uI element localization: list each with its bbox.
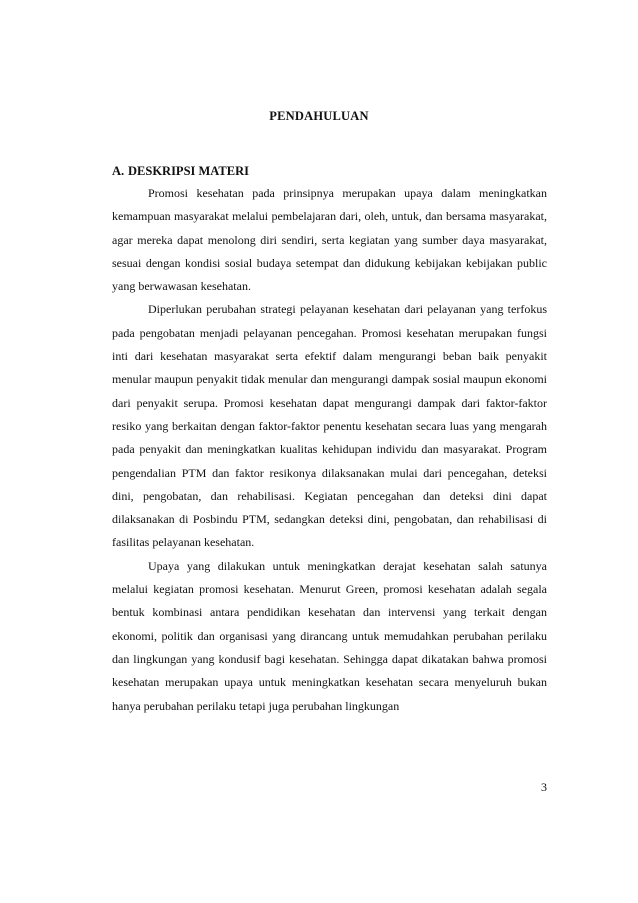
section-heading-text: DESKRIPSI MATERI: [128, 164, 249, 178]
section-body: [112, 182, 547, 718]
paragraph-2: Diperlukan perubahan strategi pelayanan kesehatan dari pelayanan yang terfokus pada pengobatan menjadi pelayanan pencegahan. Promosi kesehatan merupakan fungsi inti dari kesehatan masyarakat serta efektif dalam mengurangi beban baik penyakit menular maupun penyakit tidak menular dan mengurangi dampak sosial maupun ekonomi dari penyakit serupa. Promosi kesehatan dapat mengurangi dampak dari faktor-faktor resiko yang berkaitan dengan faktor-faktor penentu kesehatan secara luas yang mengarah pada penyakit dan meningkatkan kualitas kehidupan individu dan masyarakat. Program pengendalian PTM dan faktor resikonya dilaksanakan mulai dari pencegahan, deteksi dini, pengobatan, dan rehabilisasi. Kegiatan pencegahan dan deteksi dini dapat dilaksanakan di Posbindu PTM, sedangkan deteksi dini, pengobatan, dan rehabilisasi di fasilitas pelayanan kesehatan.: [112, 302, 547, 550]
paragraph-3: Upaya yang dilakukan untuk meningkatkan derajat kesehatan salah satunya melalui kegiatan promosi kesehatan. Menurut Green, promosi kesehatan adalah segala bentuk kombinasi antara pendidikan kesehatan dan intervensi yang terkait dengan ekonomi, politik dan organisasi yang dirancang untuk memudahkan perubahan perilaku dan lingkungan yang kondusif bagi kesehatan. Sehingga dapat dikatakan bahwa promosi kesehatan merupakan upaya untuk meningkatkan kesehatan secara menyeluruh bukan hanya perubahan perilaku tetapi juga perubahan lingkungan: [112, 558, 547, 713]
page-number: 3: [541, 780, 547, 794]
paragraph-1: Promosi kesehatan pada prinsipnya merupakan upaya dalam meningkatkan kemampuan masyarakat melalui pembelajaran dari, oleh, untuk, dan bersama masyarakat, agar mereka dapat menolong diri sendiri, serta kegiatan yang sumber daya masyarakat, sesuai dengan kondisi sosial budaya setempat dan didukung kebijakan kebijakan public yang berwawasan kesehatan.: [112, 186, 547, 294]
section-number: A.: [112, 164, 125, 178]
page-title: PENDAHULUAN: [269, 109, 369, 123]
section-heading: [112, 164, 249, 179]
